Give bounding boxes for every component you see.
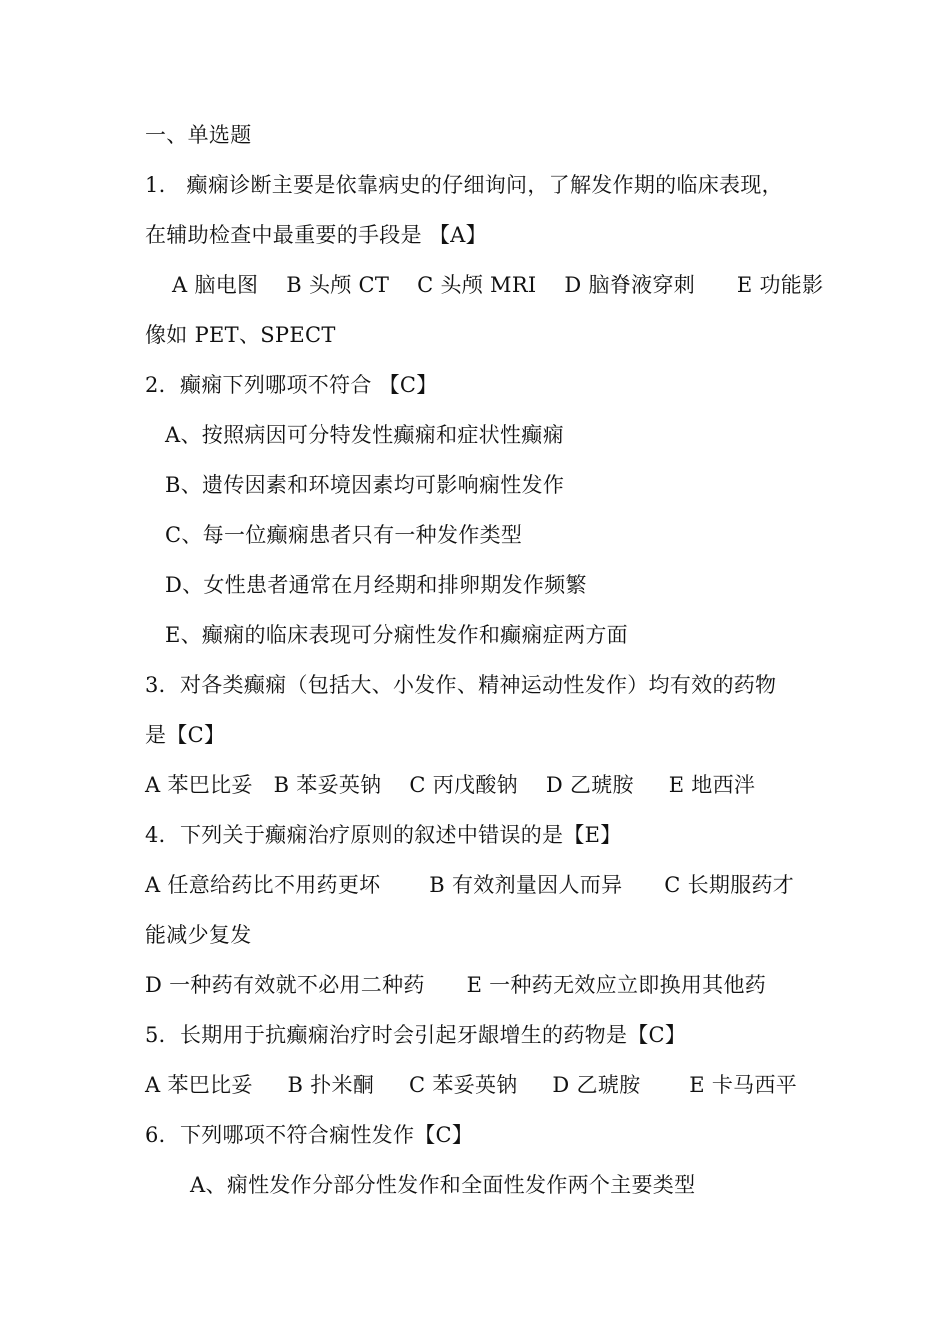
question-2-option-e: E、癫痫的临床表现可分痫性发作和癫痫症两方面: [165, 623, 628, 647]
question-4-options-line-1: A 任意给药比不用药更坏 B 有效剂量因人而异 C 长期服药才: [145, 873, 795, 897]
question-2-stem: 2．癫痫下列哪项不符合 【C】: [145, 373, 438, 397]
question-3-stem-line-1: 3．对各类癫痫（包括大、小发作、精神运动性发作）均有效的药物: [145, 673, 777, 697]
question-5-options: A 苯巴比妥 B 扑米酮 C 苯妥英钠 D 乙琥胺 E 卡马西平: [145, 1073, 798, 1097]
question-1-options-line-1: A 脑电图 B 头颅 CT C 头颅 MRI D 脑脊液穿刺 E 功能影: [172, 273, 824, 297]
question-4-stem: 4．下列关于癫痫治疗原则的叙述中错误的是【E】: [145, 823, 622, 847]
question-1-options-line-2: 像如 PET、SPECT: [145, 323, 336, 347]
question-3-options: A 苯巴比妥 B 苯妥英钠 C 丙戊酸钠 D 乙琥胺 E 地西泮: [145, 773, 756, 797]
question-5-stem: 5．长期用于抗癫痫治疗时会引起牙龈增生的药物是【C】: [145, 1023, 687, 1047]
question-2-option-c: C、每一位癫痫患者只有一种发作类型: [165, 523, 523, 547]
question-2-option-d: D、女性患者通常在月经期和排卵期发作频繁: [165, 573, 587, 597]
question-2-option-a: A、按照病因可分特发性癫痫和症状性癫痫: [165, 423, 564, 447]
question-4-options-line-3: D 一种药有效就不必用二种药 E 一种药无效应立即换用其他药: [145, 973, 767, 997]
question-3-stem-line-2: 是【C】: [145, 723, 226, 747]
section-title: 一、单选题: [145, 123, 252, 147]
question-2-option-b: B、遗传因素和环境因素均可影响痫性发作: [165, 473, 565, 497]
question-6-option-a: A、痫性发作分部分性发作和全面性发作两个主要类型: [190, 1173, 696, 1197]
question-6-stem: 6．下列哪项不符合痫性发作【C】: [145, 1123, 474, 1147]
question-1-stem-line-1: 1. 癫痫诊断主要是依靠病史的仔细询问，了解发作期的临床表现，: [145, 173, 783, 197]
question-4-options-line-2: 能减少复发: [145, 923, 252, 947]
question-1-stem-line-2: 在辅助检查中最重要的手段是 【A】: [145, 223, 487, 247]
